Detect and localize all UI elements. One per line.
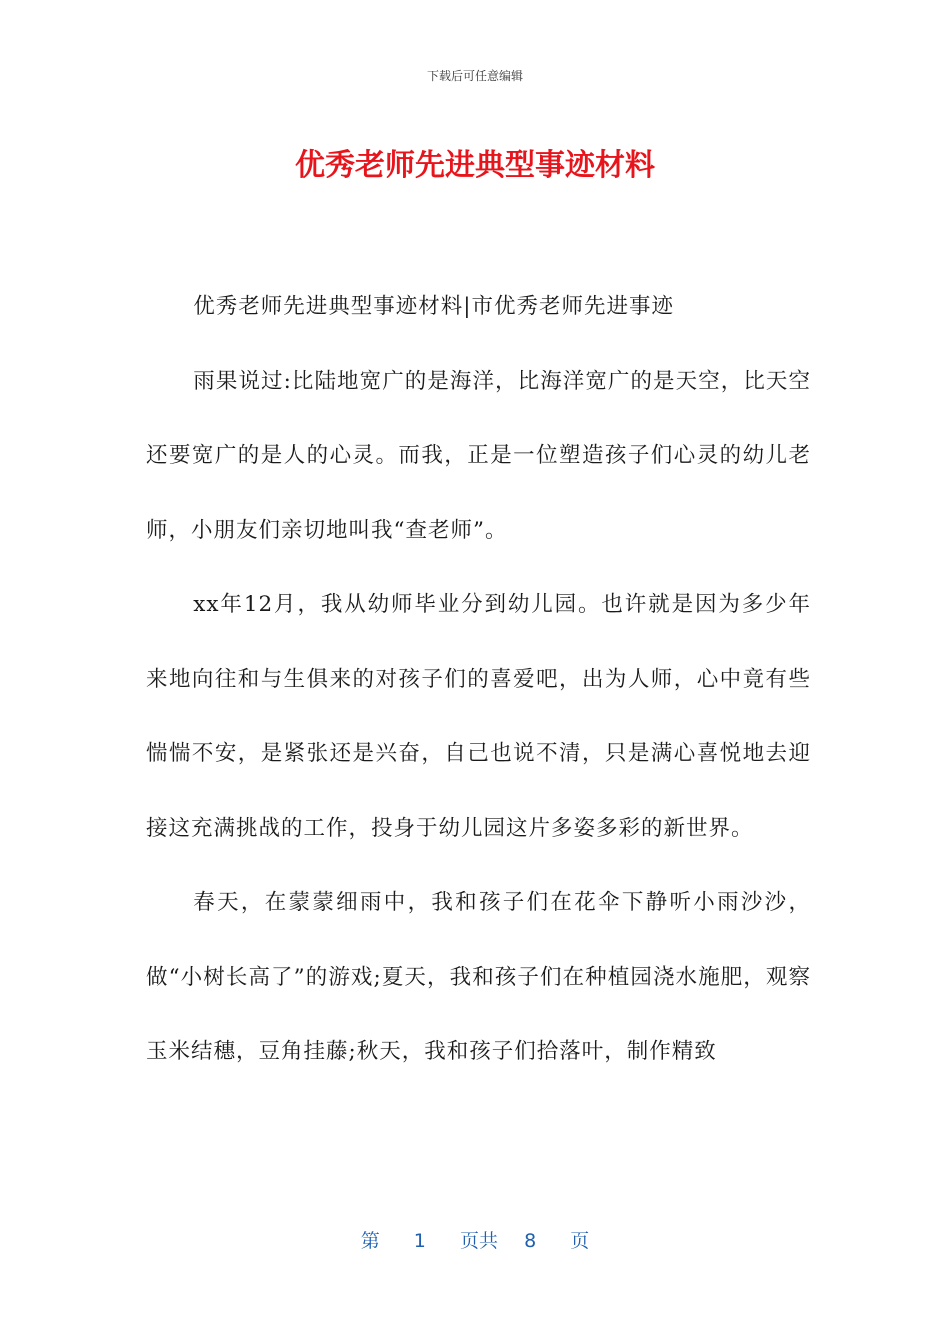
header-note: 下载后可任意编辑: [426, 69, 523, 83]
page-total: 8: [524, 1230, 537, 1252]
paragraph-1: 优秀老师先进典型事迹材料|市优秀老师先进事迹: [193, 294, 675, 319]
page-footer: [0, 1226, 950, 1253]
paragraph-3: xx年12月，我从幼师毕业分到幼儿园。也许就是因为多少年来地向往和与生俱来的对孩子们的喜爱吧，出为人师，心中竟有些惴惴不安，是紧张还是兴奋，自己也说不清，只是满心喜悦地去迎接这充满挑战的工作，投身于幼儿园这片多姿多彩的新世界。: [146, 592, 811, 841]
page-middle: 页共: [459, 1230, 498, 1252]
paragraph-2: 雨果说过:比陆地宽广的是海洋，比海洋宽广的是天空，比天空还要宽广的是人的心灵。而我，正是一位塑造孩子们心灵的幼儿老师，小朋友们亲切地叫我“查老师”。: [146, 368, 811, 543]
page-prefix: 第: [360, 1230, 380, 1252]
document-body: [146, 270, 811, 1090]
page-current: 1: [413, 1230, 426, 1252]
paragraph-4: 春天，在蒙蒙细雨中，我和孩子们在花伞下静听小雨沙沙，做“小树长高了”的游戏;夏天，我和孩子们在种植园浇水施肥，观察玉米结穗，豆角挂藤;秋天，我和孩子们拾落叶，制作精致: [146, 890, 811, 1064]
page-suffix: 页: [570, 1230, 590, 1252]
document-title: 优秀老师先进典型事迹材料: [295, 148, 655, 183]
